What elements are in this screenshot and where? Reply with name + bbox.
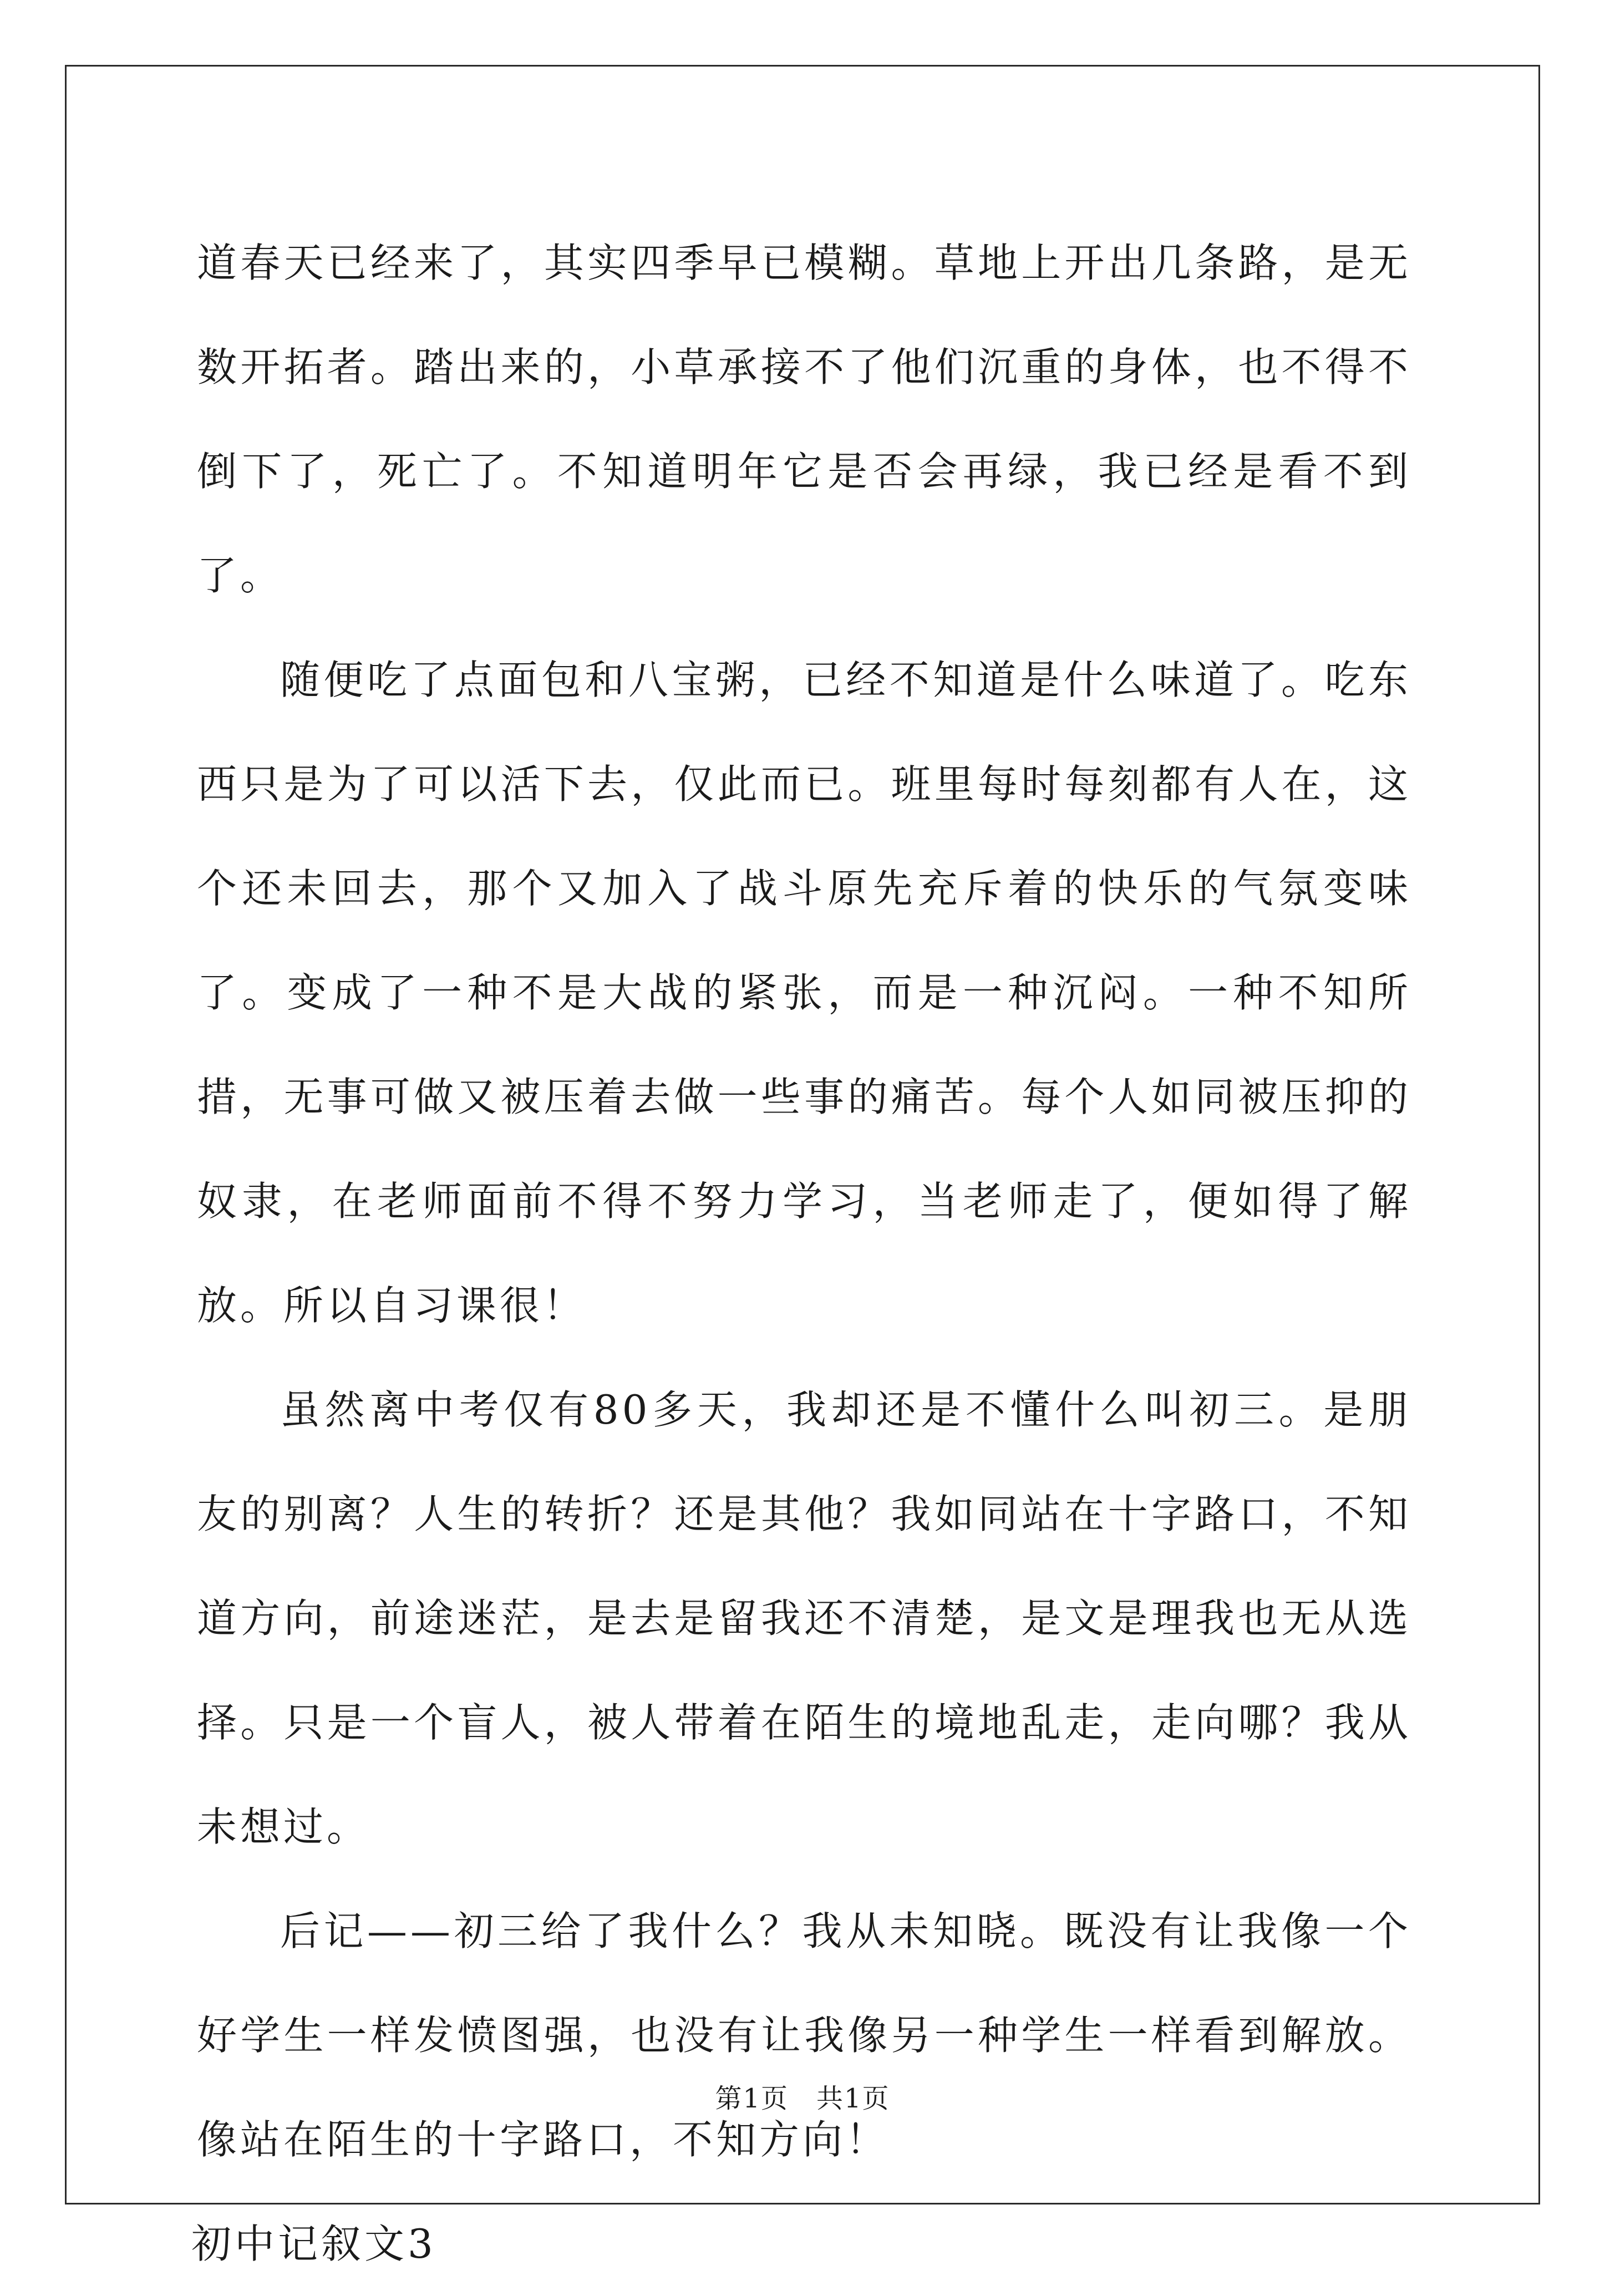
paragraph-1: 道春天已经来了，其实四季早已模糊。草地上开出几条路，是无数开拓者。踏出来的，小草承接不了他们沉重的身体，也不得不倒下了，死亡了。不知道明年它是否会再绿，我已经是看不到了。 — [197, 240, 1411, 599]
paragraph-2: 随便吃了点面包和八宝粥，已经不知道是什么味道了。吃东西只是为了可以活下去，仅此而已。班里每时每刻都有人在，这个还未回去，那个又加入了战斗原先充斥着的快乐的气氛变味了。变成了一种不是大战的紧张，而是一种沉闷。一种不知所措，无事可做又被压着去做一些事的痛苦。每个人如同被压抑的奴隶，在老师面前不得不努力学习，当老师走了，便如得了解放。所以自习课很！ — [197, 657, 1411, 1329]
page-footer — [0, 2077, 1605, 2115]
page-number-label: 第1页 共1页 — [715, 2083, 890, 2114]
paragraph-3: 虽然离中考仅有80多天，我却还是不懂什么叫初三。是朋友的别离？人生的转折？还是其他？我如同站在十字路口，不知道方向，前途迷茫，是去是留我还不清楚，是文是理我也无从选择。只是一个盲人，被人带着在陌生的境地乱走，走向哪？我从未想过。 — [197, 1386, 1411, 1850]
document-body — [191, 211, 1411, 2267]
paragraph-4: 后记——初三给了我什么？我从未知晓。既没有让我像一个好学生一样发愤图强，也没有让我像另一种学生一样看到解放。像站在陌生的十字路口，不知方向！ — [197, 1908, 1411, 2163]
section-heading: 初中记叙文3 — [191, 2221, 436, 2267]
